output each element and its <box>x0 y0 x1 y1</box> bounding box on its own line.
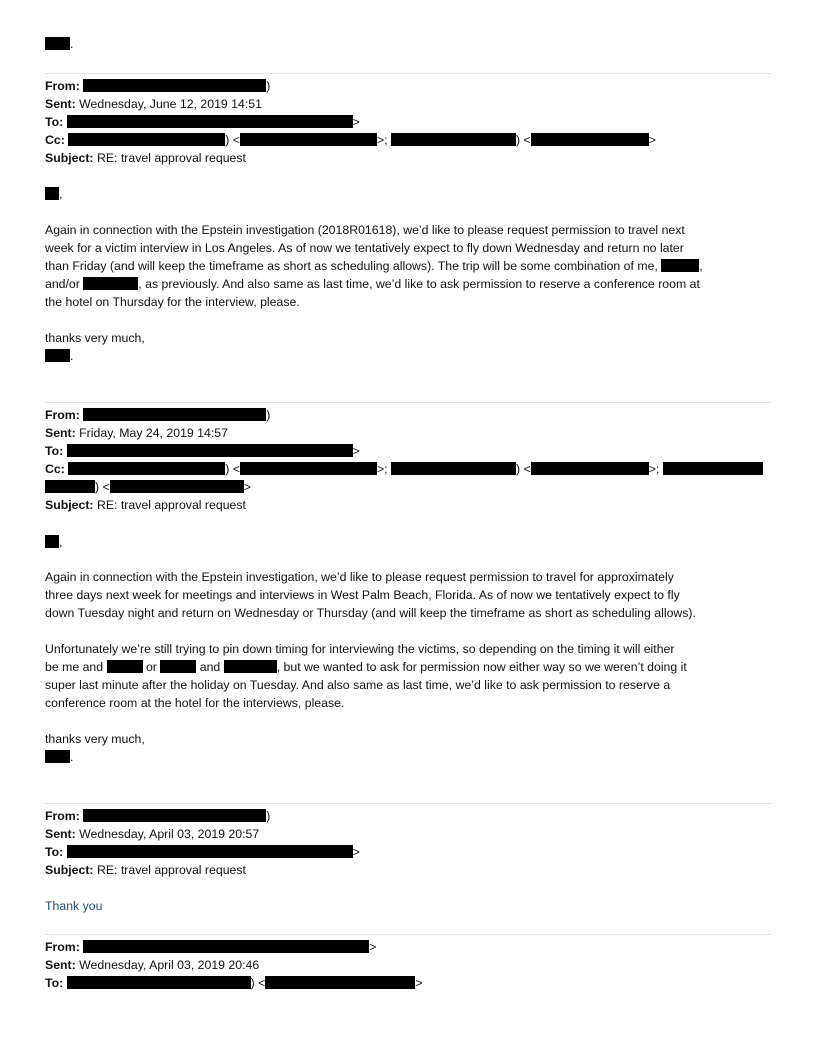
email1-body-line: Again in connection with the Epstein investigation (2018R01618), we’d like to please request permission to travel next <box>45 223 685 237</box>
redaction-block <box>661 259 699 272</box>
email2-greeting: , <box>45 533 62 551</box>
redaction-block <box>265 976 415 989</box>
email3-reply-text: Thank you <box>45 899 103 913</box>
email2-signoff: thanks very much, <box>45 732 145 746</box>
email2-from: From: ) <box>45 408 271 422</box>
divider <box>45 934 771 935</box>
email2-subject: Subject: RE: travel approval request <box>45 498 246 512</box>
redaction-block <box>45 37 70 50</box>
email2-body-line: Again in connection with the Epstein investigation, we’d like to please request permission to travel for approximately <box>45 570 674 584</box>
email2-to: To: > <box>45 444 360 458</box>
email2-cc-cont: ) < > <box>45 478 251 496</box>
email1-body-line: than Friday (and will keep the timeframe as short as scheduling allows). The trip will be some combination of me, , <box>45 259 703 273</box>
email1-signature: . <box>45 347 73 365</box>
email2-body-line: conference room at the hotel for the interviews, please. <box>45 696 345 710</box>
redaction-block <box>83 940 369 953</box>
redaction-block <box>391 462 516 475</box>
redaction-block <box>240 133 377 146</box>
divider <box>45 803 771 804</box>
redaction-block <box>67 845 353 858</box>
email2-sent: Sent: Friday, May 24, 2019 14:57 <box>45 426 228 440</box>
email1-body-line: week for a victim interview in Los Angeles. As of now we tentatively expect to fly down Wednesday and return no later <box>45 241 684 255</box>
redaction-block <box>663 462 763 475</box>
email1-body-line: the hotel on Thursday for the interview, please. <box>45 295 300 309</box>
email3-sent: Sent: Wednesday, April 03, 2019 20:57 <box>45 827 260 841</box>
redaction-block <box>391 133 516 146</box>
redaction-block <box>110 480 244 493</box>
email3-from: From: ) <box>45 809 271 823</box>
redaction-block <box>45 535 59 548</box>
email1-signoff: thanks very much, <box>45 331 145 345</box>
email3-subject: Subject: RE: travel approval request <box>45 863 246 877</box>
email1-from: From: ) <box>45 79 271 93</box>
email2-body-line: down Tuesday night and return on Wednesday or Thursday (and will keep the timeframe as short as scheduling allows). <box>45 606 696 620</box>
redaction-block <box>83 277 138 290</box>
redaction-block <box>67 115 353 128</box>
redaction-block <box>45 187 59 200</box>
redaction-block <box>160 660 196 673</box>
redaction-block <box>83 809 266 822</box>
email2-body-line: Unfortunately we’re still trying to pin down timing for interviewing the victims, so depending on the timing it will either <box>45 642 675 656</box>
redaction-block <box>67 976 251 989</box>
redaction-block <box>67 444 353 457</box>
redaction-block <box>240 462 377 475</box>
email1-to: To: > <box>45 115 360 129</box>
divider <box>45 402 771 403</box>
email2-body-line: three days next week for meetings and interviews in West Palm Beach, Florida. As of now we tentatively expect to fly <box>45 588 680 602</box>
redaction-block <box>224 660 277 673</box>
email1-cc: Cc: ) < >; ) < > <box>45 133 656 147</box>
top-signature: . <box>45 35 73 53</box>
divider <box>45 73 771 74</box>
email1-body-line: and/or , as previously. And also same as last time, we’d like to ask permission to reserve a conference room at <box>45 277 700 291</box>
email4-sent: Sent: Wednesday, April 03, 2019 20:46 <box>45 958 260 972</box>
email2-body-line: super last minute after the holiday on Tuesday. And also same as last time, we’d like to ask permission to reserve a <box>45 678 671 692</box>
email4-to: To: ) < > <box>45 976 423 990</box>
redaction-block <box>45 349 70 362</box>
email2-cc: Cc: ) < >; ) < >; <box>45 460 763 478</box>
redaction-block <box>107 660 143 673</box>
email2-body-line: be me and or and , but we wanted to ask for permission now either way so we weren’t doing it <box>45 660 687 674</box>
redaction-block <box>83 408 266 421</box>
email1-sent: Sent: Wednesday, June 12, 2019 14:51 <box>45 97 262 111</box>
redaction-block <box>45 750 70 763</box>
redaction-block <box>68 462 225 475</box>
email4-from: From: > <box>45 940 377 954</box>
email1-subject: Subject: RE: travel approval request <box>45 151 246 165</box>
email2-signature: . <box>45 748 73 766</box>
redaction-block <box>531 133 649 146</box>
email1-greeting: , <box>45 185 62 203</box>
redaction-block <box>68 133 225 146</box>
email3-to: To: > <box>45 845 360 859</box>
redaction-block <box>45 480 95 493</box>
redaction-block <box>531 462 649 475</box>
redaction-block <box>83 79 266 92</box>
